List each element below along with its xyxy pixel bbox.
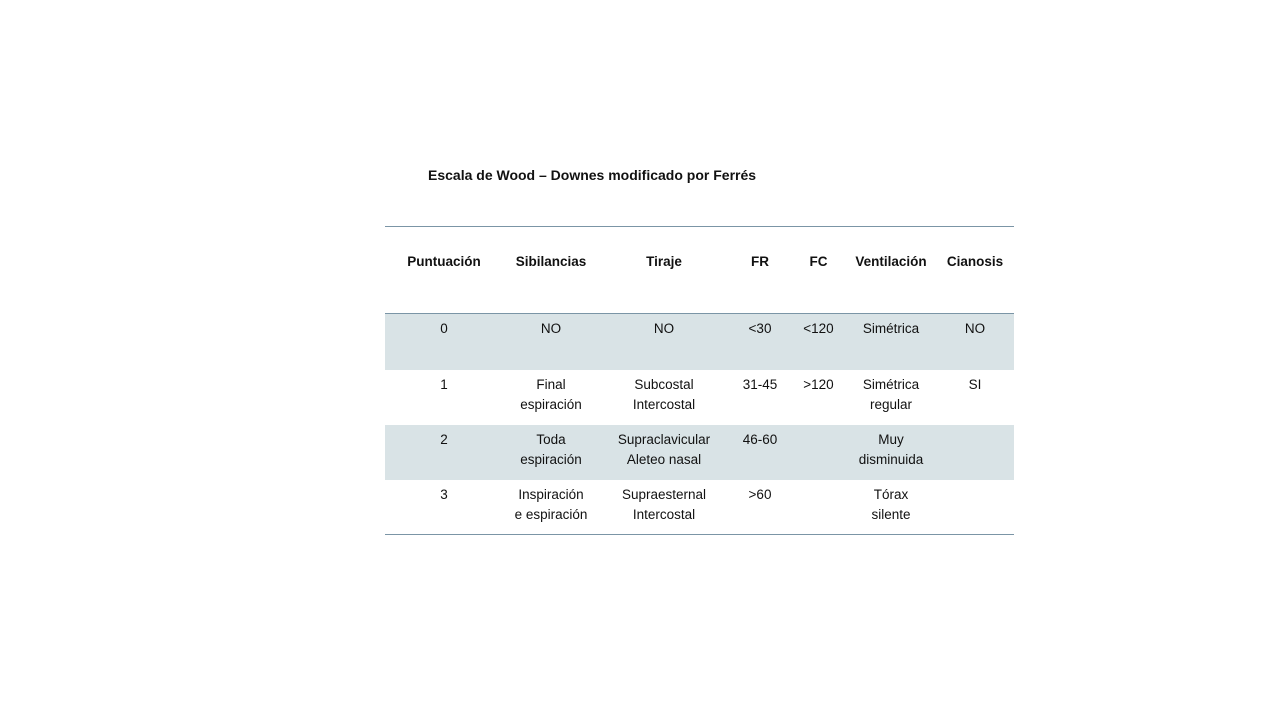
cell-line: disminuida [858,451,924,467]
cell-line: silente [871,506,911,522]
cell-fc [791,370,846,425]
cell-line: Simétrica [862,321,920,336]
cell-line: >120 [803,376,834,392]
cell-line: Simétrica [862,376,920,392]
cell-line: NO [540,321,562,336]
cell-line: Muy [878,431,904,447]
cell-line: 0 [440,321,448,336]
cell-puntuacion [385,425,503,480]
cell-line: Intercostal [632,396,696,412]
header-fr: FR [751,253,769,269]
cell-sibilancias [503,425,599,480]
cell-sibilancias [503,480,599,535]
header-ventilacion: Ventilación [855,253,927,269]
cell-line: <30 [748,321,772,336]
cell-fc [791,480,846,535]
cell-tiraje [599,425,729,480]
cell-line: Final [536,376,566,392]
cell-cianosis [936,370,1014,425]
cell-puntuacion [385,370,503,425]
header-puntuacion: Puntuación [407,253,481,269]
cell-line: 2 [440,431,448,447]
cell-puntuacion [385,314,503,370]
cell-line: e espiración [514,506,588,522]
cell-line: Aleteo nasal [626,451,702,467]
cell-line: 1 [440,376,448,392]
cell-line: espiración [520,396,582,412]
header-tiraje: Tiraje [646,253,682,269]
cell-ventilacion [846,425,936,480]
cell-line: regular [869,396,913,412]
cell-fr [729,370,791,425]
table-row [385,370,1014,425]
cell-sibilancias [503,370,599,425]
cell-tiraje [599,314,729,370]
cell-cianosis [936,480,1014,535]
table-row [385,425,1014,480]
cell-fc [791,314,846,370]
cell-tiraje [599,370,729,425]
cell-fr [729,425,791,480]
cell-line: NO [964,321,986,336]
cell-line: Subcostal [634,376,694,392]
cell-line: Supraclavicular [617,431,711,447]
cell-line: Supraesternal [621,486,707,502]
table-row [385,480,1014,535]
cell-line: <120 [803,321,834,336]
wood-downes-table [385,226,1014,535]
cell-cianosis [936,314,1014,370]
cell-line: Toda [536,431,566,447]
table-body [385,314,1014,535]
cell-tiraje [599,480,729,535]
cell-line: espiración [520,451,582,467]
cell-puntuacion [385,480,503,535]
header-cianosis: Cianosis [946,253,1004,269]
table-title: Escala de Wood – Downes modificado por Ferrés [428,167,757,183]
table-header-row [385,227,1014,314]
cell-sibilancias [503,314,599,370]
cell-line: SI [968,376,982,392]
cell-line: Inspiración [518,486,584,502]
cell-ventilacion [846,480,936,535]
header-fc: FC [809,253,828,269]
cell-fc [791,425,846,480]
cell-line: 3 [440,486,448,502]
cell-line: Tórax [873,486,909,502]
cell-cianosis [936,425,1014,480]
cell-line: 46-60 [742,431,778,447]
cell-ventilacion [846,314,936,370]
cell-ventilacion [846,370,936,425]
cell-line: >60 [748,486,772,502]
cell-line: 31-45 [742,376,778,392]
table-row [385,314,1014,370]
cell-line: Intercostal [632,506,696,522]
cell-fr [729,480,791,535]
cell-fr [729,314,791,370]
cell-line: NO [653,321,675,336]
header-sibilancias: Sibilancias [515,253,587,269]
